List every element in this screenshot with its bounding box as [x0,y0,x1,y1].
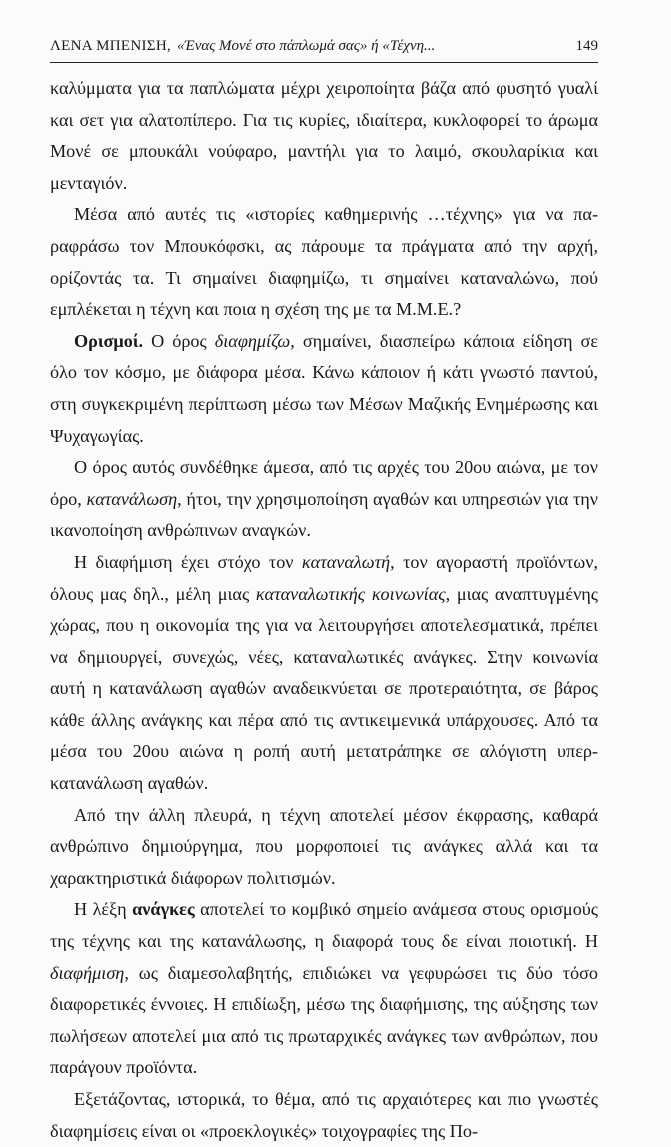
text-run: , τον αγοραστή προϊόντων, όλους μας δηλ., μέλη μιας [50,551,598,604]
italic-text: καταναλωτικής κοινωνίας [255,583,446,604]
paragraph [50,1084,598,1147]
italic-text: κατανάλωση [86,488,178,509]
italic-text: διαφημίζω [214,330,291,351]
running-header [50,36,598,62]
text-run: Ο όρος [143,330,215,351]
text-run: , σημαίνει, διασπείρω κάποια είδηση σε όλο τον κόσμο, με διάφορα μέσα. Κάνω κάποιον ή κάτι γνωστό παντού, στη συγκεκριμένη περίπτωση μέσω των Μέσων Μαζικής Ενημέρωσης και Ψυχαγωγίας. [50,330,598,446]
header-title: «Ένας Μονέ στο πάπλωμά σας» ή «Τέχνη... [177,38,436,54]
body-text [50,73,598,1147]
paragraph [50,73,598,199]
text-run: αποτελεί το κομβικό σημείο ανάμεσα στους ορισμούς της τέχνης και της κατανάλωσης, η διαφορά τους δε είναι ποιοτική. Η [50,899,598,952]
italic-text: καταναλωτή [301,551,391,572]
text-run: Μέσα από αυτές τις «ιστορίες καθημερινής …τέχνης» για να παραφράσω τον Μπουκόφσκι, ας πάρουμε τα πράγματα από την αρχή, ορίζοντάς τα. Τι σημαίνει διαφημίζω, τι σημαίνει καταναλώνω, πού εμπλέκεται η τέχνη και ποια η σχέση της με τα Μ.Μ.Ε.? [50,204,598,320]
text-run: , ως διαμεσολαβητής, επιδιώκει να γεφυρώσει τις δύο τόσο διαφορετικές έννοιες. Η επιδίωξη, μέσω της διαφήμισης, της αύξησης των πωλήσεων αποτελεί μια από τις πρωταρχικές ανάγκες των ανθρώπων, που παράγουν προϊόντα. [50,962,598,1078]
paragraph [50,326,598,452]
header-left [50,36,435,56]
paragraph [50,199,598,325]
bold-text: ανάγκες [132,899,195,920]
italic-text: διαφήμιση [50,962,125,983]
paragraph [50,547,598,800]
text-run: Από την άλλη πλευρά, η τέχνη αποτελεί μέσον έκφρασης, καθαρά ανθρώπινο δημιούργημα, που μορφοποιεί τις ανάγκες αλλά και τα χαρακτηριστικά διάφορων πολιτισμών. [50,804,598,888]
page-number: 149 [575,38,598,54]
paragraph [50,452,598,547]
text-run: Η λέξη [74,899,133,920]
header-rule [50,62,598,63]
paragraph [50,894,598,1084]
text-run: , μιας αναπτυγμένης χώρας, που η οικονομία της για να λειτουργήσει αποτελεσματικά, πρέπει να δημιουργεί, συνεχώς, νέες, καταναλωτικές ανάγκες. Στην κοινωνία αυτή η κατανάλωση αγαθών αναδεικνύεται σε προτεραιότητα, σε βάρος κάθε άλλης ανάγκης και πέρα από τις αντικειμενικά υπάρχουσες. Από τα μέσα του 20ου αιώνα η ροπή αυτή μετατράπηκε σε αλόγιστη υπερ-κατανάλωση αγαθών. [50,583,599,794]
text-run: καλύμματα για τα παπλώματα μέχρι χειροποίητα βάζα από φυσητό γυαλί και σετ για αλατοπίπερο. Για τις κυρίες, ιδιαίτερα, κυκλοφορεί το άρωμα Μονέ σε μπουκάλι νούφαρο, μαντήλι για το λαιμό, σκουλαρίκια και μενταγιόν. [50,78,598,193]
bold-text: Ορισμοί. [74,330,144,351]
text-run: Εξετάζοντας, ιστορικά, το θέμα, από τις αρχαιότερες και πιο γνωστές διαφημίσεις είναι οι «προεκλογικές» τοιχογραφίες της Πο- [50,1089,598,1141]
text-run: , ήτοι, την χρησιμοποίηση αγαθών και υπηρεσιών για την ικανοποίηση ανθρώπινων αναγκών. [50,488,598,541]
text-run: Ο όρος αυτός συνδέθηκε άμεσα, από τις αρχές του 20ου αιώνα, με τον όρο, [50,457,598,509]
header-author: ΛΕΝΑ ΜΠΕΝΙΣΗ, [50,38,171,54]
text-run: Η διαφήμιση έχει στόχο τον [74,551,302,572]
paragraph [50,800,598,895]
